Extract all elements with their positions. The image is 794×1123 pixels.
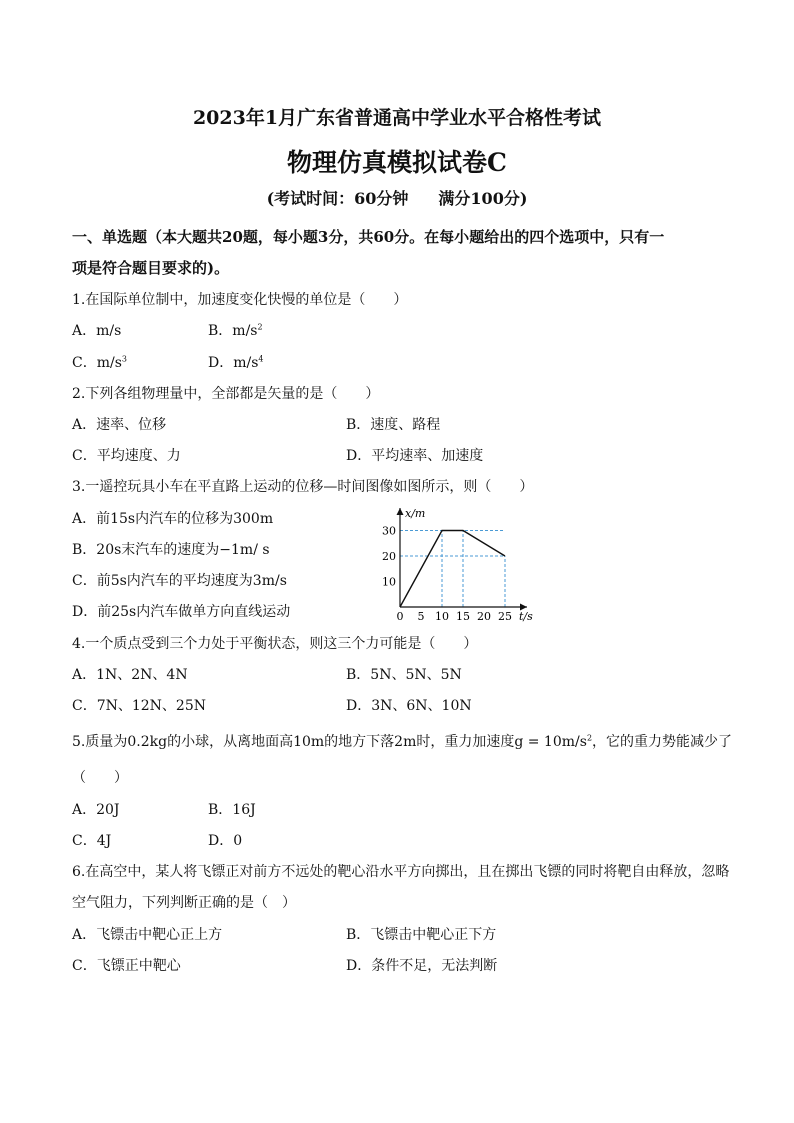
q5-option-d: D．0 bbox=[208, 833, 243, 849]
q1-option-d: D．$m/s^4$ bbox=[208, 354, 264, 371]
q2-option-d: D．平均速率、加速度 bbox=[346, 448, 484, 464]
q3-option-a: A．前15s内汽车的位移为300m bbox=[72, 511, 274, 527]
x-tick-label-5: 5 bbox=[417, 610, 425, 622]
q2-option-b: B．速度、路程 bbox=[346, 417, 441, 433]
q6-option-c: C．飞镖正中靶心 bbox=[72, 958, 181, 974]
q2-stem: 2.下列各组物理量中，全部都是矢量的是（ ） bbox=[72, 386, 380, 402]
q5-stem: 5.质量为0.2kg的小球，从离地面高10m的地方下落2m时，重力加速度$g = 10m/s^2$，它的重力势能减少了 bbox=[72, 733, 733, 750]
q6-option-b: B．飞镖击中靶心正下方 bbox=[346, 927, 497, 943]
paper-title: 物理仿真模拟试卷C bbox=[287, 148, 507, 177]
q1-option-a: A．m/s bbox=[72, 323, 122, 339]
q6-option-a: A．飞镖击中靶心正上方 bbox=[72, 927, 223, 943]
exam-title: 2023年1月广东省普通高中学业水平合格性考试 bbox=[192, 107, 602, 129]
q3-option-b: B．20s末汽车的速度为−1m/ s bbox=[72, 542, 270, 558]
q5-option-c: C．4J bbox=[72, 833, 112, 849]
exam-time: (考试时间：60分钟 bbox=[266, 189, 409, 208]
q4-option-b: B．5N、5N、5N bbox=[346, 667, 462, 683]
series-line-0 bbox=[400, 531, 505, 608]
q1-option-c: C．$m/s^3$ bbox=[72, 354, 127, 371]
x-tick-label-10: 10 bbox=[435, 610, 449, 622]
q6-stem-line1: 6.在高空中，某人将飞镖正对前方不远处的靶心沿水平方向掷出，且在掷出飞镖的同时将靶自由释放，忽略 bbox=[72, 864, 730, 880]
x-tick-label-20: 20 bbox=[477, 610, 491, 622]
q4-option-c: C．7N、12N、25N bbox=[72, 698, 206, 714]
y-tick-label-20: 20 bbox=[382, 550, 396, 563]
q4-option-a: A．1N、2N、4N bbox=[72, 667, 188, 683]
q2-option-c: C．平均速度、力 bbox=[72, 448, 181, 464]
q3-stem: 3.一遥控玩具小车在平直路上运动的位移—时间图像如图所示，则（ ） bbox=[72, 479, 534, 495]
y-tick-label-30: 30 bbox=[382, 524, 396, 538]
section-heading-line2: 项是符合题目要求的)。 bbox=[72, 259, 230, 277]
q4-stem: 4.一个质点受到三个力处于平衡状态，则这三个力可能是（ ） bbox=[72, 636, 478, 652]
q4-option-d: D．3N、6N、10N bbox=[346, 698, 472, 714]
x-tick-label-15: 15 bbox=[456, 610, 470, 622]
x-tick-label-0: 0 bbox=[396, 610, 404, 622]
full-score: 满分100分) bbox=[438, 189, 528, 208]
displacement-time-chart bbox=[370, 502, 570, 622]
q3-option-d: D．前25s内汽车做单方向直线运动 bbox=[72, 604, 291, 620]
q2-option-a: A．速率、位移 bbox=[72, 417, 167, 433]
q5-option-a: A．20J bbox=[72, 802, 120, 818]
x-axis-label: t/s bbox=[519, 610, 533, 622]
x-tick-label-25: 25 bbox=[498, 610, 512, 622]
q6-stem-line2: 空气阻力，下列判断正确的是（ ） bbox=[72, 895, 296, 911]
exam-info bbox=[0, 186, 794, 209]
q3-option-c: C．前5s内汽车的平均速度为3m/s bbox=[72, 573, 287, 589]
q1-option-b: B．$m/s^2$ bbox=[208, 322, 263, 339]
q6-option-d: D．条件不足，无法判断 bbox=[346, 958, 498, 974]
q5-option-b: B．16J bbox=[208, 802, 256, 818]
q5-stem-line2: （ ） bbox=[72, 770, 128, 786]
y-axis-label: x/m bbox=[405, 507, 426, 520]
section-heading-line1: 一、单选题（本大题共20题，每小题3分，共60分。在每小题给出的四个选项中，只有一 bbox=[72, 228, 665, 246]
q1-stem: 1.在国际单位制中，加速度变化快慢的单位是（ ） bbox=[72, 292, 408, 308]
y-tick-label-10: 10 bbox=[382, 575, 396, 589]
